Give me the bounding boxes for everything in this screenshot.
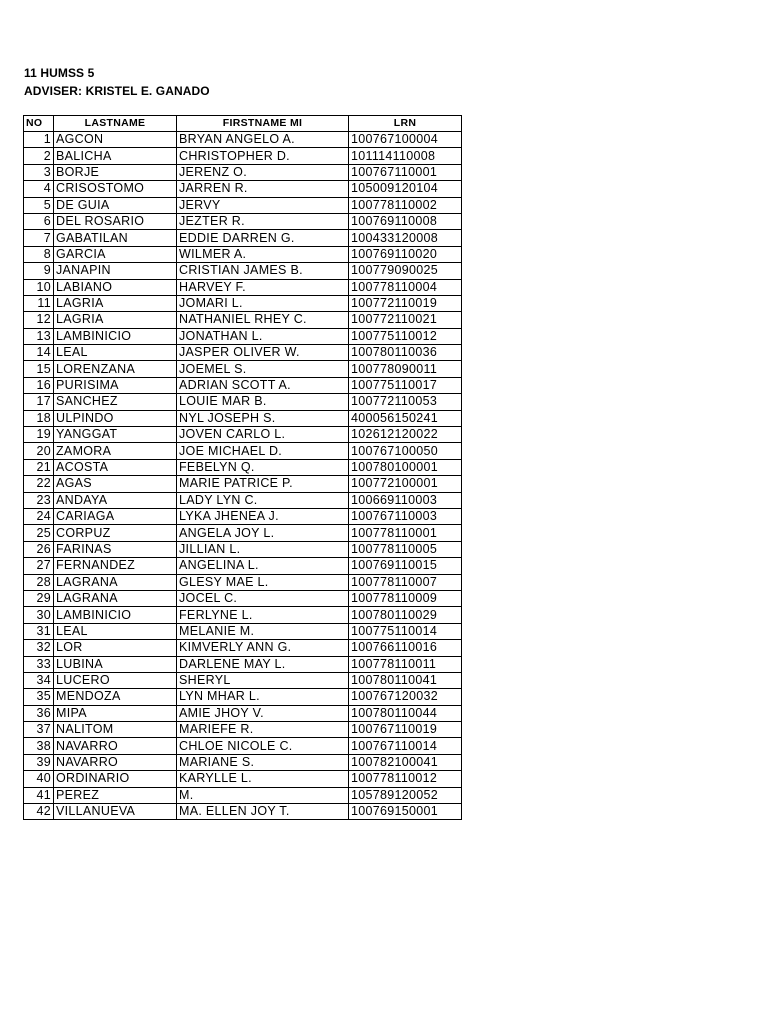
cell-firstname: HARVEY F. xyxy=(177,279,349,295)
table-row xyxy=(24,672,462,688)
cell-lrn: 100767120032 xyxy=(349,689,462,705)
cell-no: 6 xyxy=(24,213,54,229)
cell-lastname: LAMBINICIO xyxy=(54,328,177,344)
cell-lastname: BALICHA xyxy=(54,148,177,164)
table-row xyxy=(24,295,462,311)
cell-no: 8 xyxy=(24,246,54,262)
cell-lastname: NAVARRO xyxy=(54,738,177,754)
cell-no: 26 xyxy=(24,541,54,557)
header-no: NO xyxy=(24,116,54,132)
table-row xyxy=(24,640,462,656)
cell-lrn: 100780110044 xyxy=(349,705,462,721)
cell-no: 13 xyxy=(24,328,54,344)
cell-firstname: JERVY xyxy=(177,197,349,213)
table-row xyxy=(24,590,462,606)
table-row xyxy=(24,656,462,672)
cell-lrn: 100775110017 xyxy=(349,377,462,393)
cell-firstname: MARIEFE R. xyxy=(177,722,349,738)
cell-firstname: JARREN R. xyxy=(177,181,349,197)
cell-no: 21 xyxy=(24,459,54,475)
table-row xyxy=(24,197,462,213)
cell-no: 33 xyxy=(24,656,54,672)
cell-firstname: MARIE PATRICE P. xyxy=(177,476,349,492)
cell-lastname: NAVARRO xyxy=(54,754,177,770)
cell-no: 7 xyxy=(24,230,54,246)
table-row xyxy=(24,804,462,820)
cell-lastname: PURISIMA xyxy=(54,377,177,393)
cell-lrn: 100778110012 xyxy=(349,771,462,787)
cell-lrn: 100769110020 xyxy=(349,246,462,262)
cell-firstname: JILLIAN L. xyxy=(177,541,349,557)
cell-lastname: PEREZ xyxy=(54,787,177,803)
cell-lrn: 105009120104 xyxy=(349,181,462,197)
cell-firstname: LADY LYN C. xyxy=(177,492,349,508)
cell-lrn: 100767100004 xyxy=(349,132,462,148)
cell-no: 40 xyxy=(24,771,54,787)
cell-no: 1 xyxy=(24,132,54,148)
cell-no: 35 xyxy=(24,689,54,705)
cell-lastname: ORDINARIO xyxy=(54,771,177,787)
cell-no: 11 xyxy=(24,295,54,311)
cell-firstname: CHRISTOPHER D. xyxy=(177,148,349,164)
cell-firstname: NATHANIEL RHEY C. xyxy=(177,312,349,328)
cell-lastname: FARINAS xyxy=(54,541,177,557)
cell-no: 17 xyxy=(24,394,54,410)
cell-no: 42 xyxy=(24,804,54,820)
cell-no: 36 xyxy=(24,705,54,721)
cell-no: 4 xyxy=(24,181,54,197)
cell-firstname: SHERYL xyxy=(177,672,349,688)
cell-no: 15 xyxy=(24,361,54,377)
table-row xyxy=(24,525,462,541)
table-row xyxy=(24,443,462,459)
table-row xyxy=(24,427,462,443)
table-row xyxy=(24,459,462,475)
table-row xyxy=(24,246,462,262)
cell-lastname: YANGGAT xyxy=(54,427,177,443)
cell-no: 19 xyxy=(24,427,54,443)
cell-lrn: 100772100001 xyxy=(349,476,462,492)
cell-firstname: EDDIE DARREN G. xyxy=(177,230,349,246)
table-row xyxy=(24,787,462,803)
cell-no: 14 xyxy=(24,345,54,361)
cell-lastname: JANAPIN xyxy=(54,263,177,279)
cell-no: 5 xyxy=(24,197,54,213)
cell-lrn: 100780110036 xyxy=(349,345,462,361)
cell-firstname: MA. ELLEN JOY T. xyxy=(177,804,349,820)
cell-firstname: LOUIE MAR B. xyxy=(177,394,349,410)
cell-lrn: 100780110041 xyxy=(349,672,462,688)
cell-lrn: 400056150241 xyxy=(349,410,462,426)
cell-firstname: KARYLLE L. xyxy=(177,771,349,787)
cell-firstname: LYN MHAR L. xyxy=(177,689,349,705)
cell-lastname: CORPUZ xyxy=(54,525,177,541)
table-row xyxy=(24,754,462,770)
table-row xyxy=(24,394,462,410)
table-row xyxy=(24,312,462,328)
cell-lrn: 100775110012 xyxy=(349,328,462,344)
cell-no: 38 xyxy=(24,738,54,754)
table-row xyxy=(24,230,462,246)
cell-firstname: NYL JOSEPH S. xyxy=(177,410,349,426)
cell-lrn: 100780100001 xyxy=(349,459,462,475)
cell-firstname: JOCEL C. xyxy=(177,590,349,606)
cell-lastname: DEL ROSARIO xyxy=(54,213,177,229)
table-row xyxy=(24,181,462,197)
cell-lrn: 100778090011 xyxy=(349,361,462,377)
cell-firstname: JASPER OLIVER W. xyxy=(177,345,349,361)
cell-no: 18 xyxy=(24,410,54,426)
table-row xyxy=(24,132,462,148)
cell-no: 37 xyxy=(24,722,54,738)
table-row xyxy=(24,345,462,361)
cell-lrn: 100769150001 xyxy=(349,804,462,820)
class-title: 11 HUMSS 5 xyxy=(24,66,95,80)
header-lrn: LRN xyxy=(349,116,462,132)
cell-firstname: MARIANE S. xyxy=(177,754,349,770)
cell-lastname: LAMBINICIO xyxy=(54,607,177,623)
table-row xyxy=(24,689,462,705)
cell-lastname: LOR xyxy=(54,640,177,656)
cell-lastname: CARIAGA xyxy=(54,508,177,524)
cell-firstname: FEBELYN Q. xyxy=(177,459,349,475)
cell-firstname: JONATHAN L. xyxy=(177,328,349,344)
cell-firstname: WILMER A. xyxy=(177,246,349,262)
cell-firstname: JOEMEL S. xyxy=(177,361,349,377)
cell-firstname: CHLOE NICOLE C. xyxy=(177,738,349,754)
cell-no: 23 xyxy=(24,492,54,508)
cell-firstname: LYKA JHENEA J. xyxy=(177,508,349,524)
cell-firstname: JOVEN CARLO L. xyxy=(177,427,349,443)
cell-lastname: ACOSTA xyxy=(54,459,177,475)
cell-lastname: LAGRANA xyxy=(54,590,177,606)
cell-lastname: GABATILAN xyxy=(54,230,177,246)
table-row xyxy=(24,279,462,295)
table-row xyxy=(24,558,462,574)
cell-lrn: 100769110008 xyxy=(349,213,462,229)
cell-firstname: KIMVERLY ANN G. xyxy=(177,640,349,656)
table-row xyxy=(24,164,462,180)
table-row xyxy=(24,213,462,229)
cell-firstname: MELANIE M. xyxy=(177,623,349,639)
cell-no: 29 xyxy=(24,590,54,606)
cell-lastname: DE GUIA xyxy=(54,197,177,213)
cell-no: 20 xyxy=(24,443,54,459)
table-row xyxy=(24,607,462,623)
cell-lrn: 100767110014 xyxy=(349,738,462,754)
cell-lrn: 100767110003 xyxy=(349,508,462,524)
cell-firstname: BRYAN ANGELO A. xyxy=(177,132,349,148)
cell-firstname: FERLYNE L. xyxy=(177,607,349,623)
table-row xyxy=(24,492,462,508)
table-row xyxy=(24,377,462,393)
cell-firstname: ANGELA JOY L. xyxy=(177,525,349,541)
cell-lrn: 102612120022 xyxy=(349,427,462,443)
cell-no: 25 xyxy=(24,525,54,541)
cell-lrn: 100772110053 xyxy=(349,394,462,410)
cell-lrn: 100772110019 xyxy=(349,295,462,311)
cell-firstname: AMIE JHOY V. xyxy=(177,705,349,721)
student-roster-table xyxy=(23,115,462,820)
cell-lrn: 100767110019 xyxy=(349,722,462,738)
cell-firstname: GLESY MAE L. xyxy=(177,574,349,590)
cell-lastname: SANCHEZ xyxy=(54,394,177,410)
table-row xyxy=(24,508,462,524)
table-row xyxy=(24,263,462,279)
cell-lrn: 100766110016 xyxy=(349,640,462,656)
cell-no: 10 xyxy=(24,279,54,295)
table-row xyxy=(24,738,462,754)
cell-lastname: FERNANDEZ xyxy=(54,558,177,574)
cell-no: 34 xyxy=(24,672,54,688)
cell-no: 9 xyxy=(24,263,54,279)
cell-firstname: ADRIAN SCOTT A. xyxy=(177,377,349,393)
cell-lrn: 100778110005 xyxy=(349,541,462,557)
cell-no: 27 xyxy=(24,558,54,574)
cell-lrn: 100778110011 xyxy=(349,656,462,672)
cell-lrn: 101114110008 xyxy=(349,148,462,164)
cell-firstname: CRISTIAN JAMES B. xyxy=(177,263,349,279)
cell-lastname: LAGRIA xyxy=(54,295,177,311)
cell-no: 28 xyxy=(24,574,54,590)
header-firstname: FIRSTNAME MI xyxy=(177,116,349,132)
cell-lrn: 100778110009 xyxy=(349,590,462,606)
table-row xyxy=(24,722,462,738)
table-row xyxy=(24,361,462,377)
cell-firstname: ANGELINA L. xyxy=(177,558,349,574)
cell-firstname: JEZTER R. xyxy=(177,213,349,229)
cell-lastname: VILLANUEVA xyxy=(54,804,177,820)
cell-lrn: 100433120008 xyxy=(349,230,462,246)
cell-no: 41 xyxy=(24,787,54,803)
cell-lastname: LORENZANA xyxy=(54,361,177,377)
cell-no: 2 xyxy=(24,148,54,164)
cell-lrn: 100669110003 xyxy=(349,492,462,508)
cell-lrn: 100778110002 xyxy=(349,197,462,213)
cell-lastname: LEAL xyxy=(54,623,177,639)
cell-firstname: DARLENE MAY L. xyxy=(177,656,349,672)
cell-no: 30 xyxy=(24,607,54,623)
cell-lrn: 105789120052 xyxy=(349,787,462,803)
table-body xyxy=(24,132,462,820)
cell-lrn: 100779090025 xyxy=(349,263,462,279)
cell-lastname: CRISOSTOMO xyxy=(54,181,177,197)
cell-lastname: LAGRANA xyxy=(54,574,177,590)
cell-no: 22 xyxy=(24,476,54,492)
cell-lrn: 100769110015 xyxy=(349,558,462,574)
table-row xyxy=(24,574,462,590)
cell-firstname: JOE MICHAEL D. xyxy=(177,443,349,459)
cell-lastname: LAGRIA xyxy=(54,312,177,328)
cell-lastname: NALITOM xyxy=(54,722,177,738)
cell-lastname: MIPA xyxy=(54,705,177,721)
cell-lastname: AGAS xyxy=(54,476,177,492)
table-row xyxy=(24,328,462,344)
table-row xyxy=(24,705,462,721)
cell-no: 3 xyxy=(24,164,54,180)
cell-lrn: 100767100050 xyxy=(349,443,462,459)
table-row xyxy=(24,623,462,639)
table-header-row xyxy=(24,116,462,132)
cell-lastname: ZAMORA xyxy=(54,443,177,459)
header-lastname: LASTNAME xyxy=(54,116,177,132)
cell-firstname: M. xyxy=(177,787,349,803)
table-row xyxy=(24,771,462,787)
cell-no: 39 xyxy=(24,754,54,770)
cell-no: 31 xyxy=(24,623,54,639)
table-row xyxy=(24,476,462,492)
cell-lastname: LUBINA xyxy=(54,656,177,672)
table-row xyxy=(24,541,462,557)
cell-lastname: LEAL xyxy=(54,345,177,361)
cell-no: 16 xyxy=(24,377,54,393)
cell-firstname: JOMARI L. xyxy=(177,295,349,311)
cell-lastname: MENDOZA xyxy=(54,689,177,705)
cell-firstname: JERENZ O. xyxy=(177,164,349,180)
cell-lrn: 100778110007 xyxy=(349,574,462,590)
table-row xyxy=(24,410,462,426)
adviser-line: ADVISER: KRISTEL E. GANADO xyxy=(24,84,210,98)
cell-lrn: 100772110021 xyxy=(349,312,462,328)
cell-lrn: 100767110001 xyxy=(349,164,462,180)
cell-lrn: 100775110014 xyxy=(349,623,462,639)
cell-lrn: 100782100041 xyxy=(349,754,462,770)
cell-lastname: LABIANO xyxy=(54,279,177,295)
cell-lrn: 100780110029 xyxy=(349,607,462,623)
cell-no: 12 xyxy=(24,312,54,328)
cell-lrn: 100778110001 xyxy=(349,525,462,541)
cell-lastname: ULPINDO xyxy=(54,410,177,426)
table-row xyxy=(24,148,462,164)
cell-lastname: BORJE xyxy=(54,164,177,180)
cell-lrn: 100778110004 xyxy=(349,279,462,295)
cell-lastname: AGCON xyxy=(54,132,177,148)
cell-no: 32 xyxy=(24,640,54,656)
cell-lastname: ANDAYA xyxy=(54,492,177,508)
cell-lastname: LUCERO xyxy=(54,672,177,688)
cell-no: 24 xyxy=(24,508,54,524)
cell-lastname: GARCIA xyxy=(54,246,177,262)
